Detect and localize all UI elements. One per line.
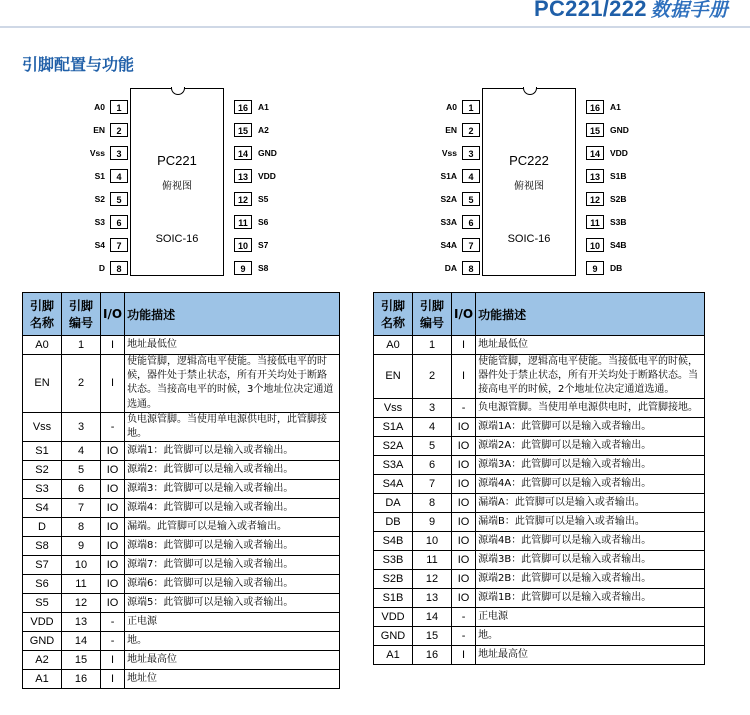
io-cell: I [452,645,476,664]
pin-name-cell: A0 [374,336,413,355]
pc221-pin-table [22,292,340,689]
pin-number-cell: 11 [413,550,452,569]
description-cell: 地址最高位 [125,651,340,670]
pin-number-cell: 1 [413,336,452,355]
pin-name-cell: Vss [374,398,413,417]
table-row [374,531,705,550]
pin-number-cell: 9 [413,512,452,531]
io-cell: IO [101,556,125,575]
pin-name-cell: GND [374,626,413,645]
pin-number-cell: 6 [413,455,452,474]
description-cell: 源端3A：此管脚可以是输入或者输出。 [476,455,705,474]
pin-number-cell: 5 [413,436,452,455]
io-cell: - [452,398,476,417]
table-row [23,632,340,651]
pin-number-box: 1 [462,100,480,114]
pin-number-cell: 14 [62,632,101,651]
table-row [374,336,705,355]
description-cell: 使能管脚，逻辑高电平使能。当接低电平的时候，器件处于禁止状态，所有开关均处于断路状态。当接高电平的时候，2个地址位决定通道选通。 [476,355,705,399]
description-cell: 源端6：此管脚可以是输入或者输出。 [125,575,340,594]
pin-label: S4 [94,240,105,250]
table-row [23,613,340,632]
pin-name-cell: DB [374,512,413,531]
io-cell: IO [452,455,476,474]
pin-number-cell: 12 [62,594,101,613]
io-cell: IO [452,512,476,531]
document-header-title [534,0,728,22]
table-row [374,645,705,664]
table-row [374,417,705,436]
pin-number-box: 4 [110,169,128,183]
pin-name-cell: S2A [374,436,413,455]
pin-number-cell: 15 [62,651,101,670]
pin-number-box: 16 [586,100,604,114]
description-cell: 地址最低位 [476,336,705,355]
pin-label: S2 [94,194,105,204]
pin-number-cell: 4 [413,417,452,436]
table-row [374,550,705,569]
pin-number-cell: 8 [62,518,101,537]
description-cell: 源端5：此管脚可以是输入或者输出。 [125,594,340,613]
column-header-desc: 功能描述 [125,293,340,336]
pin-name-cell: S3 [23,480,62,499]
io-cell: IO [101,518,125,537]
chip-body [130,88,224,276]
description-cell: 正电源 [125,613,340,632]
pin-name-cell: S8 [23,537,62,556]
table-row [23,355,340,413]
pin-label: GND [258,148,277,158]
pin-name-cell: S1B [374,588,413,607]
table-row [374,398,705,417]
pin1-notch [523,87,537,95]
pin-name-cell: Vss [23,412,62,441]
pin-number-box: 6 [462,215,480,229]
description-cell: 源端1A：此管脚可以是输入或者输出。 [476,417,705,436]
pin-label: S1 [94,171,105,181]
table-row [23,651,340,670]
pin-name-cell: S6 [23,575,62,594]
pin-label: S5 [258,194,269,204]
pin-label: DB [610,263,623,273]
io-cell: IO [452,436,476,455]
pin-label: S1A [440,171,457,181]
table-row [374,455,705,474]
table-header-row [374,293,705,336]
pin-number-box: 6 [110,215,128,229]
pin-name-cell: S1A [374,417,413,436]
pin-label: EN [445,125,457,135]
table-row [374,607,705,626]
pin-name-cell: GND [23,632,62,651]
pc222-pinout-diagram [436,88,676,278]
pin-label: S8 [258,263,269,273]
pin-number-cell: 16 [62,670,101,689]
pin-name-cell: A2 [23,651,62,670]
pin-label: S3 [94,217,105,227]
pin-label: GND [610,125,629,135]
pin-number-box: 5 [110,192,128,206]
table-row [374,493,705,512]
pc222-pin-table [373,292,705,665]
pin-label: S2A [440,194,457,204]
pin-number-cell: 2 [62,355,101,413]
chip-name: PC221 [157,153,197,168]
pin-label: A0 [94,102,105,112]
column-header-desc: 功能描述 [476,293,705,336]
pin-number-box: 8 [462,261,480,275]
pin-name-cell: S1 [23,442,62,461]
io-cell: - [101,632,125,651]
table-row [374,436,705,455]
io-cell: IO [452,588,476,607]
column-header-io: I/O [452,293,476,336]
pin-number-box: 15 [586,123,604,137]
description-cell: 源端8：此管脚可以是输入或者输出。 [125,537,340,556]
pin-number-box: 14 [234,146,252,160]
pin-number-cell: 15 [413,626,452,645]
pin-number-box: 3 [462,146,480,160]
description-cell: 源端4B：此管脚可以是输入或者输出。 [476,531,705,550]
description-cell: 地址位 [125,670,340,689]
pin-label: A0 [446,102,457,112]
table-row [23,480,340,499]
pin-label: S7 [258,240,269,250]
pin-number-cell: 3 [413,398,452,417]
pin-name-cell: S2B [374,569,413,588]
pin-number-box: 8 [110,261,128,275]
pin-number-box: 7 [462,238,480,252]
pin-label: Vss [441,148,457,158]
pin-label: S6 [258,217,269,227]
pin-number-cell: 14 [413,607,452,626]
io-cell: - [101,613,125,632]
io-cell: IO [452,531,476,550]
pin-number-box: 11 [586,215,604,229]
chip-body [482,88,576,276]
pin-name-cell: EN [374,355,413,399]
description-cell: 正电源 [476,607,705,626]
io-cell: IO [452,569,476,588]
column-header-io: I/O [101,293,125,336]
io-cell: I [452,355,476,399]
pin-number-box: 5 [462,192,480,206]
description-cell: 源端4A：此管脚可以是输入或者输出。 [476,474,705,493]
description-cell: 地。 [476,626,705,645]
description-cell: 源端2B：此管脚可以是输入或者输出。 [476,569,705,588]
pin-name-cell: S4A [374,474,413,493]
description-cell: 源端7：此管脚可以是输入或者输出。 [125,556,340,575]
io-cell: IO [452,474,476,493]
header-divider [0,26,750,28]
table-row [23,575,340,594]
chip-view-label: 俯视图 [514,181,544,192]
table-row [23,594,340,613]
description-cell: 源端3B：此管脚可以是输入或者输出。 [476,550,705,569]
description-cell: 源端1B：此管脚可以是输入或者输出。 [476,588,705,607]
table-row [23,412,340,441]
pin-name-cell: S4 [23,499,62,518]
pin-number-cell: 13 [62,613,101,632]
chip-name: PC222 [509,153,549,168]
chip-package-label: SOIC-16 [155,233,199,245]
pin-number-box: 10 [234,238,252,252]
pin-name-cell: S3A [374,455,413,474]
pin-number-box: 11 [234,215,252,229]
description-cell: 漏端。此管脚可以是输入或者输出。 [125,518,340,537]
pin-number-box: 14 [586,146,604,160]
description-cell: 源端1：此管脚可以是输入或者输出。 [125,442,340,461]
pin-name-cell: S3B [374,550,413,569]
table-row [23,537,340,556]
io-cell: IO [452,550,476,569]
pin-number-cell: 10 [62,556,101,575]
description-cell: 负电源管脚。当使用单电源供电时，此管脚接地。 [125,412,340,441]
header-title-en: PC221/222 [534,0,647,21]
table-row [374,569,705,588]
pin-number-cell: 10 [413,531,452,550]
io-cell: IO [101,537,125,556]
pin-number-cell: 13 [413,588,452,607]
chip-view-label: 俯视图 [162,181,192,192]
description-cell: 源端3：此管脚可以是输入或者输出。 [125,480,340,499]
header-title-cn: 数据手册 [650,0,728,21]
pin-label: Vss [89,148,105,158]
pin-number-cell: 16 [413,645,452,664]
io-cell: - [101,412,125,441]
pin-number-box: 3 [110,146,128,160]
pin-label: A1 [610,102,621,112]
pin-name-cell: A1 [374,645,413,664]
pin-number-cell: 5 [62,461,101,480]
pin-label: S1B [610,171,627,181]
table-row [374,588,705,607]
pin-number-box: 13 [586,169,604,183]
io-cell: IO [101,461,125,480]
pin-name-cell: S2 [23,461,62,480]
io-cell: I [101,670,125,689]
io-cell: IO [101,594,125,613]
pin-name-cell: S4B [374,531,413,550]
chip-package-label: SOIC-16 [507,233,551,245]
table-row [23,499,340,518]
pin-number-cell: 12 [413,569,452,588]
table-row [23,442,340,461]
io-cell: IO [452,493,476,512]
description-cell: 源端2A：此管脚可以是输入或者输出。 [476,436,705,455]
io-cell: IO [101,575,125,594]
pin-number-box: 2 [462,123,480,137]
description-cell: 漏端A：此管脚可以是输入或者输出。 [476,493,705,512]
column-header-name: 引脚 名称 [374,293,413,336]
pin-number-cell: 3 [62,412,101,441]
table-row [374,512,705,531]
description-cell: 地址最低位 [125,336,340,355]
io-cell: I [101,355,125,413]
pin-number-box: 9 [586,261,604,275]
pin-name-cell: VDD [23,613,62,632]
io-cell: I [452,336,476,355]
io-cell: IO [101,480,125,499]
section-title: 引脚配置与功能 [22,55,135,74]
description-cell: 负电源管脚。当使用单电源供电时，此管脚接地。 [476,398,705,417]
pin-number-cell: 7 [62,499,101,518]
io-cell: - [452,626,476,645]
pin-label: VDD [258,171,276,181]
column-header-num: 引脚 编号 [62,293,101,336]
table-row [23,556,340,575]
pin-label: S3B [610,217,627,227]
pin-name-cell: DA [374,493,413,512]
pin-label: A1 [258,102,269,112]
table-row [374,474,705,493]
pin-number-box: 12 [586,192,604,206]
pin-number-box: 13 [234,169,252,183]
io-cell: I [101,651,125,670]
pin-label: S2B [610,194,627,204]
pin-label: S4A [440,240,457,250]
pin-number-box: 10 [586,238,604,252]
pin-label: D [98,263,105,273]
pin-number-cell: 8 [413,493,452,512]
pin-number-cell: 6 [62,480,101,499]
pin-name-cell: A1 [23,670,62,689]
pin-label: S3A [440,217,457,227]
pin-name-cell: D [23,518,62,537]
io-cell: I [101,336,125,355]
pin-number-box: 12 [234,192,252,206]
table-row [23,461,340,480]
pin-name-cell: S5 [23,594,62,613]
pin-number-box: 9 [234,261,252,275]
pin-number-cell: 7 [413,474,452,493]
pin-number-cell: 11 [62,575,101,594]
pin-name-cell: VDD [374,607,413,626]
io-cell: IO [101,442,125,461]
table-row [23,670,340,689]
pin-name-cell: A0 [23,336,62,355]
pin-label: EN [93,125,105,135]
description-cell: 使能管脚，逻辑高电平使能。当接低电平的时候，器件处于禁止状态，所有开关均处于断路状态。当接高电平的时候，3个地址位决定通道选通。 [125,355,340,413]
pin-number-cell: 2 [413,355,452,399]
pin-number-cell: 1 [62,336,101,355]
io-cell: - [452,607,476,626]
pin-name-cell: EN [23,355,62,413]
column-header-name: 引脚 名称 [23,293,62,336]
pin-number-box: 16 [234,100,252,114]
description-cell: 源端2：此管脚可以是输入或者输出。 [125,461,340,480]
io-cell: IO [101,499,125,518]
pin-name-cell: S7 [23,556,62,575]
description-cell: 源端4：此管脚可以是输入或者输出。 [125,499,340,518]
table-row [23,518,340,537]
description-cell: 地址最高位 [476,645,705,664]
pin-number-cell: 9 [62,537,101,556]
io-cell: IO [452,417,476,436]
pc221-pinout-diagram [84,88,324,278]
pin-label: A2 [258,125,269,135]
column-header-num: 引脚 编号 [413,293,452,336]
description-cell: 漏端B：此管脚可以是输入或者输出。 [476,512,705,531]
pin-number-box: 15 [234,123,252,137]
pin-number-box: 7 [110,238,128,252]
pin1-notch [171,87,185,95]
pin-number-box: 2 [110,123,128,137]
pin-number-cell: 4 [62,442,101,461]
description-cell: 地。 [125,632,340,651]
table-row [23,336,340,355]
pin-number-box: 1 [110,100,128,114]
pin-label: S4B [610,240,627,250]
pin-label: DA [444,263,457,273]
pin-number-box: 4 [462,169,480,183]
pin-label: VDD [610,148,628,158]
table-row [374,626,705,645]
table-header-row [23,293,340,336]
table-row [374,355,705,399]
